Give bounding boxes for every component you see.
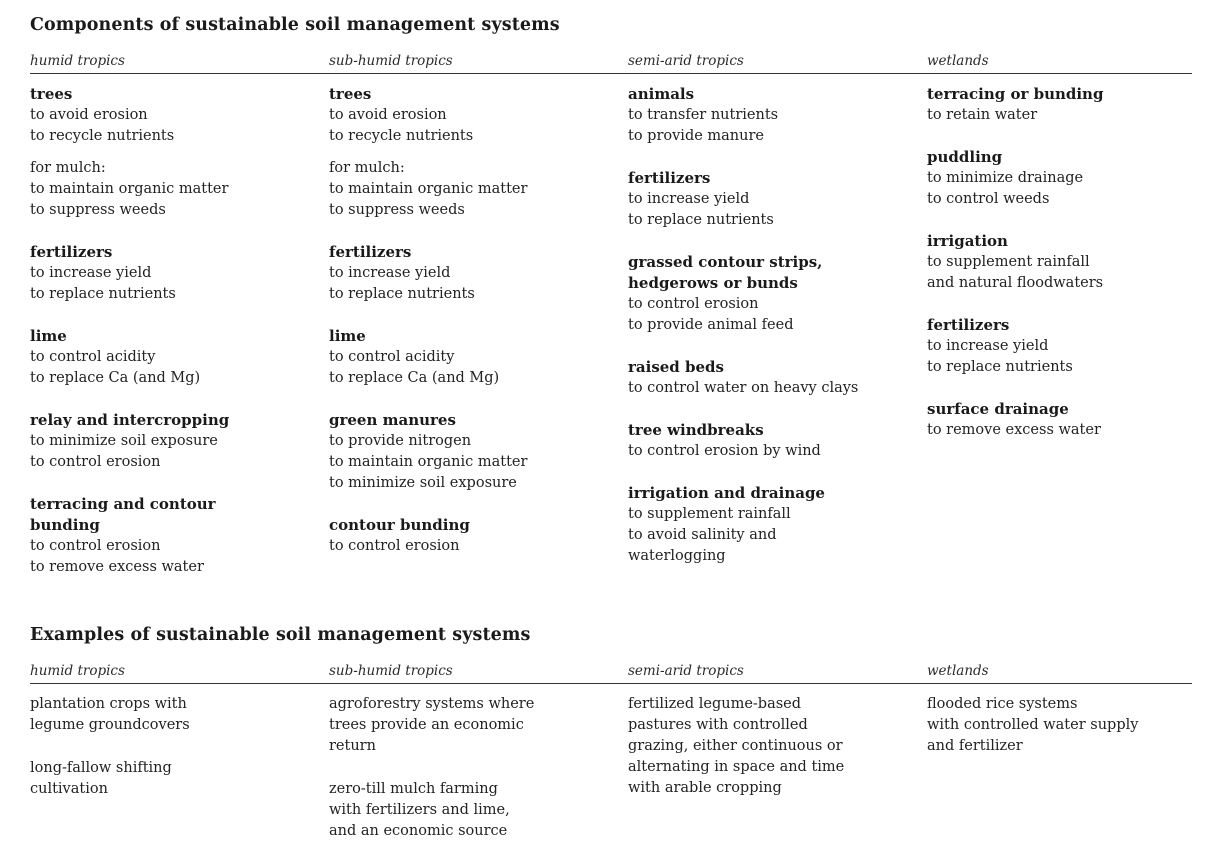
item-title: fertilizers (329, 243, 412, 261)
item-text: to replace Ca (and Mg) (30, 370, 201, 386)
item-text: zero-till mulch farming (329, 781, 498, 797)
item-text: to increase yield (30, 265, 152, 281)
item-text: for mulch: (329, 160, 405, 176)
item-title: relay and intercropping (30, 411, 230, 429)
components-title: Components of sustainable soil management systems (30, 15, 560, 35)
item-group (628, 483, 927, 567)
item-title: terracing or bunding (927, 85, 1104, 103)
item-group (30, 494, 329, 578)
examples-title: Examples of sustainable soil management systems (30, 625, 531, 645)
item-text: legume groundcovers (30, 717, 190, 733)
item-group (30, 84, 329, 147)
item-group (329, 158, 628, 221)
components-column-1 (30, 84, 329, 599)
item-title: green manures (329, 411, 456, 429)
item-title: irrigation and drainage (628, 484, 825, 502)
item-text: to control erosion (30, 538, 161, 554)
item-group (30, 758, 329, 800)
item-text: to control weeds (927, 191, 1050, 207)
item-text: to retain water (927, 107, 1038, 123)
item-text: to minimize soil exposure (30, 433, 218, 449)
item-text: to control acidity (329, 349, 455, 365)
item-text: and an economic source (329, 823, 508, 839)
item-text: to provide animal feed (628, 317, 794, 333)
item-text: to replace nutrients (628, 212, 774, 228)
item-text: waterlogging (628, 548, 726, 564)
examples-section (30, 622, 1192, 864)
components-section (30, 12, 1192, 599)
item-text: to avoid salinity and (628, 527, 777, 543)
item-text: to replace nutrients (927, 359, 1073, 375)
column-header-humid: humid tropics (30, 53, 125, 69)
item-text: to increase yield (628, 191, 750, 207)
item-text: alternating in space and time (628, 759, 845, 775)
item-text: to recycle nutrients (329, 128, 474, 144)
item-text: agroforestry systems where (329, 696, 535, 712)
column-header-semi-arid: semi-arid tropics (628, 663, 744, 679)
item-group (30, 242, 329, 305)
item-text: flooded rice systems (927, 696, 1078, 712)
components-column-2 (329, 84, 628, 599)
item-text: to provide manure (628, 128, 764, 144)
item-group (927, 147, 1192, 210)
item-text: to recycle nutrients (30, 128, 175, 144)
item-text: pastures with controlled (628, 717, 808, 733)
components-columns (30, 84, 1192, 599)
item-title: grassed contour strips, hedgerows or bunds (628, 253, 823, 292)
item-text: and natural floodwaters (927, 275, 1104, 291)
item-text: to control erosion (30, 454, 161, 470)
item-text: to remove excess water (30, 559, 204, 575)
item-text: to control erosion (329, 538, 460, 554)
item-text: to maintain organic matter (329, 181, 528, 197)
item-group (30, 694, 329, 736)
item-title: trees (329, 85, 372, 103)
column-header-sub-humid: sub-humid tropics (329, 53, 453, 69)
item-group (329, 779, 628, 842)
item-text: to replace nutrients (30, 286, 176, 302)
item-text: to remove excess water (927, 422, 1101, 438)
item-group (628, 252, 927, 336)
item-text: to increase yield (927, 338, 1049, 354)
components-column-3 (628, 84, 927, 599)
item-text: to control erosion (628, 296, 759, 312)
item-text: to supplement rainfall (628, 506, 791, 522)
column-header-humid: humid tropics (30, 663, 125, 679)
item-text: grazing, either continuous or (628, 738, 843, 754)
item-group (329, 694, 628, 757)
components-header-row (30, 52, 1192, 74)
item-title: tree windbreaks (628, 421, 764, 439)
item-text: to control water on heavy clays (628, 380, 859, 396)
item-text: with fertilizers and lime, (329, 802, 510, 818)
column-header-wetlands: wetlands (927, 53, 989, 69)
item-text: with controlled water supply (927, 717, 1139, 733)
item-text: return (329, 738, 376, 754)
item-group (927, 694, 1192, 757)
item-title: lime (30, 327, 67, 345)
item-text: cultivation (30, 781, 108, 797)
item-text: to increase yield (329, 265, 451, 281)
item-group (927, 84, 1192, 126)
item-group (30, 326, 329, 389)
item-title: contour bunding (329, 516, 470, 534)
item-group (927, 399, 1192, 441)
item-text: to avoid erosion (30, 107, 148, 123)
item-text: to control acidity (30, 349, 156, 365)
item-group (329, 84, 628, 147)
item-title: lime (329, 327, 366, 345)
item-group (329, 326, 628, 389)
item-group (30, 410, 329, 473)
item-text: to replace nutrients (329, 286, 475, 302)
item-group (628, 168, 927, 231)
item-title: fertilizers (30, 243, 113, 261)
item-text: to replace Ca (and Mg) (329, 370, 500, 386)
item-title: animals (628, 85, 695, 103)
item-text: long-fallow shifting (30, 760, 172, 776)
item-title: trees (30, 85, 73, 103)
item-title: terracing and contour bunding (30, 495, 216, 534)
item-group (628, 420, 927, 462)
item-text: to provide nitrogen (329, 433, 472, 449)
item-group (927, 231, 1192, 294)
item-text: fertilized legume-based (628, 696, 802, 712)
item-title: surface drainage (927, 400, 1069, 418)
item-group (628, 357, 927, 399)
item-text: to suppress weeds (329, 202, 465, 218)
column-header-semi-arid: semi-arid tropics (628, 53, 744, 69)
item-text: to supplement rainfall (927, 254, 1090, 270)
item-title: fertilizers (927, 316, 1010, 334)
item-text: to maintain organic matter (30, 181, 229, 197)
item-title: fertilizers (628, 169, 711, 187)
item-group (628, 694, 927, 799)
item-text: and fertilizer (927, 738, 1023, 754)
item-group (927, 315, 1192, 378)
item-group (329, 410, 628, 494)
column-header-wetlands: wetlands (927, 663, 989, 679)
item-text: plantation crops with (30, 696, 187, 712)
column-header-sub-humid: sub-humid tropics (329, 663, 453, 679)
components-column-4 (927, 84, 1192, 599)
item-group (329, 242, 628, 305)
examples-header-row (30, 662, 1192, 684)
item-text: trees provide an economic (329, 717, 524, 733)
item-group (329, 515, 628, 557)
item-group (30, 158, 329, 221)
item-text: to minimize soil exposure (329, 475, 517, 491)
item-title: irrigation (927, 232, 1008, 250)
item-text: for mulch: (30, 160, 106, 176)
item-text: to minimize drainage (927, 170, 1084, 186)
item-title: raised beds (628, 358, 724, 376)
item-title: puddling (927, 148, 1003, 166)
item-text: to control erosion by wind (628, 443, 821, 459)
item-text: to avoid erosion (329, 107, 447, 123)
item-group (628, 84, 927, 147)
item-text: to suppress weeds (30, 202, 166, 218)
item-text: to transfer nutrients (628, 107, 779, 123)
item-text: with arable cropping (628, 780, 782, 796)
item-text: to maintain organic matter (329, 454, 528, 470)
